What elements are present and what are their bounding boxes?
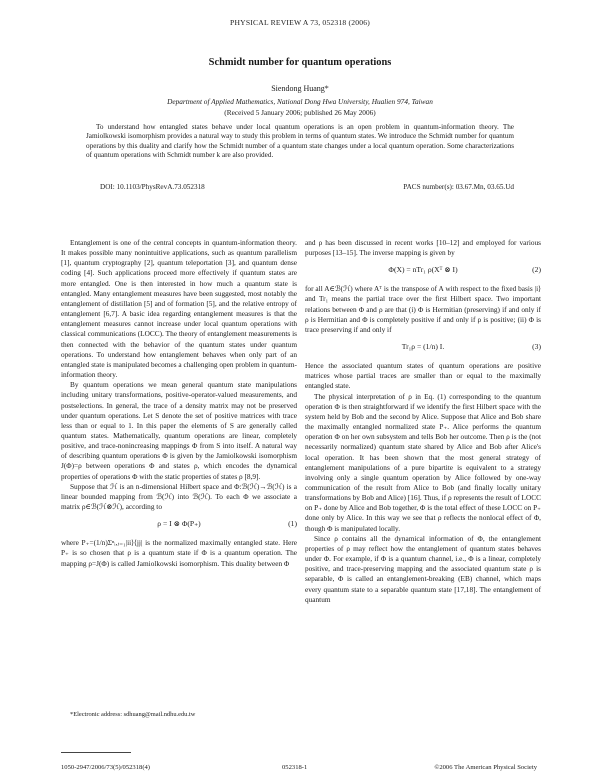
equation-1 (61, 512, 297, 538)
footer-issn: 1050-2947/2006/73(5)/052318(4) (61, 764, 151, 771)
paper-title: Schmidt number for quantum operations (208, 57, 392, 68)
abstract: To understand how entangled states behave under local quantum operations is an open problem in quantum-information theory. The Jamiolkowski isomorphism provides a natural way to study this problem in terms of quantum states. We introduce the Schmidt number for quantum operations by this duality and clarify how the Schmidt number of a quantum state changes under a local quantum operation. Some characterizations of quantum operations with Schmidt number k are also provided. (86, 123, 514, 160)
paragraph: Entanglement is one of the central concepts in quantum-information theory. It makes possible many nonintuitive applications, such as quantum parallelism [1], quantum cryptography [2], quantum teleportation [3], and quantum dense coding [4]. Such applications proceed more effectively if quantum states are more entangled. One is then interested in how much a quantum state is entangled. Many entanglement measures have been suggested, most notably the entanglement of distillation [5] and of formation [5], and the relative entropy of entanglement [6,7]. A basic idea regarding entanglement measures is that the entanglement measures cannot increase under local quantum operations with classical communications (LOCC). The theory of entanglement measurements is then connected with the behavior of the quantum states under quantum operations. To understand how entanglement behaves when only part of an entangled state is manipulated becomes a challenging open problem in quantum-information theory. (61, 238, 297, 380)
affiliation: Department of Applied Mathematics, National Dong Hwa University, Hualien 974, Taiwan (167, 97, 433, 106)
right-column (305, 238, 541, 605)
equation-3 (305, 335, 541, 361)
pacs-numbers: PACS number(s): 03.67.Mn, 03.65.Ud (403, 183, 514, 191)
equation-number: (2) (532, 265, 541, 275)
journal-header: PHYSICAL REVIEW A 73, 052318 (2006) (230, 18, 370, 27)
equation-expression: ρ = I ⊗ Φ(P₊) (157, 519, 201, 529)
equation-expression: Tr₁ρ = (1/n) I. (401, 342, 445, 352)
paragraph: where P₊=(1/n)Σⁿᵢ,ⱼ₌₁|ii⟩⟨jj| is the normalized maximally entangled state. Here P₊ is so chosen that ρ is a quantum state if Φ is a quantum operation. The mapping ρ=J(Φ) is called Jamiolkowski isomorphism. This duality between Φ (61, 538, 297, 568)
paragraph: Suppose that ℋ is an n-dimensional Hilbert space and Φ:ℬ(ℋ)→ℬ(ℋ) is a linear bounded mapping from ℬ(ℋ) into ℬ(ℋ). To each Φ we associate a matrix ρ∈ℬ(ℋ⊗ℋ), according to (61, 481, 297, 512)
footnote: *Electronic address: sdhuang@mail.ndhu.edu.tw (70, 711, 196, 718)
paragraph: By quantum operations we mean general quantum state manipulations including unitary transformations, positive-operator-valued measurements, and postselections. In general, the trace of a density matrix may not be preserved under quantum operations. Let S denote the set of positive matrices with trace less than or equal to 1. In this paper the elements of S are generally called quantum states. Mathematically, quantum operations are linear, completely positive, and trace-nonincreasing mappings Φ from S into itself. A natural way of describing quantum operations Φ is given by the Jamiolkowski isomorphism J(Φ)=ρ between operations Φ and states ρ, which encodes the dynamical properties of operations Φ with the static properties of states ρ [8,9]. (61, 380, 297, 481)
footer-copyright: ©2006 The American Physical Society (434, 764, 537, 771)
paragraph: Hence the associated quantum states of quantum operations are positive matrices whose partial traces are smaller than or equal to the maximally entangled state. (305, 361, 541, 391)
paragraph: for all A∈ℬ(ℋ) where Aᵀ is the transpose of A with respect to the fixed basis |i⟩ and Tr₁ means the partial trace over the first Hilbert space. Two important relations between Φ and ρ are that (i) Φ is Hermitian (preserving) if and only if ρ is Hermitian and Φ is completely positive if and only if ρ is positive; (ii) Φ is trace preserving if and only if (305, 284, 541, 334)
equation-number: (1) (288, 519, 297, 529)
paragraph: Since ρ contains all the dynamical information of Φ, the entanglement properties of ρ may reflect how the entanglement of quantum states behaves under Φ. For example, if Φ is a quantum channel, i.e., Φ is a linear, completely positive, and trace-preserving mapping and the associated quantum state ρ is separable, Φ is called an entanglement-breaking (EB) channel, which maps every quantum state to a separable quantum state [17,18]. The entanglement of quantum (305, 533, 541, 604)
paragraph: and ρ has been discussed in recent works [10–12] and employed for various purposes [13–15]. The inverse mapping is given by (305, 238, 541, 258)
footer-page-number: 052318-1 (282, 764, 308, 771)
left-column (61, 238, 297, 569)
doi-link[interactable]: DOI: 10.1103/PhysRevA.73.052318 (100, 183, 205, 191)
received-date: (Received 5 January 2006; published 26 May 2006) (224, 108, 376, 117)
footer-divider (61, 752, 131, 753)
author: Siendong Huang* (271, 84, 329, 93)
equation-expression: Φ(X) = nTr₁ ρ(Xᵀ ⊗ I) (388, 265, 458, 275)
equation-number: (3) (532, 342, 541, 352)
paragraph: The physical interpretation of ρ in Eq. (1) corresponding to the quantum operation Φ is then straightforward if we identify the first Hilbert space with the system held by Bob and the second by Alice. Suppose that Alice and Bob share the maximally entangled normalized state P₊. Alice performs the quantum operation Φ on her own subsystem and tells Bob her outcome. Then ρ is the (not necessarily normalized) quantum state shared by Alice and Bob after Alice's local operation. It has been shown that the most general strategy of entanglement manipulations of a pure bipartite is equivalent to a strategy involving only a single quantum operation by Alice followed by one-way communication of the result from Alice to Bob (and finally locally unitary transformations by Bob and Alice) [16]. Thus, if ρ represents the result of LOCC on P₊ done by Alice and Bob together, Φ is the total effect of these LOCC on P₊ done only by Alice. In this way we see that ρ reflects the nonlocal effect of Φ, though Φ is manipulated locally. (305, 391, 541, 533)
equation-2 (305, 258, 541, 284)
